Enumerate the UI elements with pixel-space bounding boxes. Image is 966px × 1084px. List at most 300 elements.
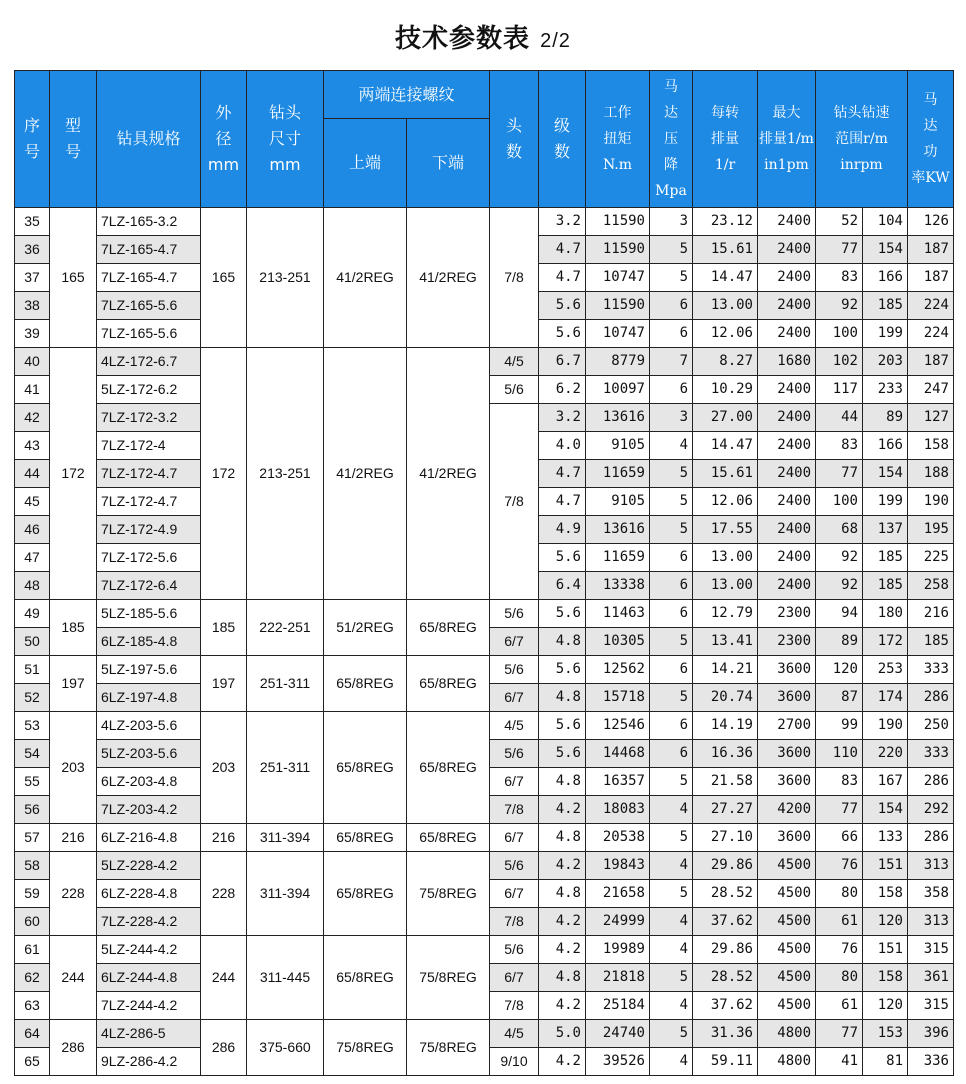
upper-thread-cell: 65/8REG (324, 936, 407, 1020)
model-cell: 165 (50, 208, 97, 348)
displacement-cell: 27.27 (693, 796, 758, 824)
speed-min-cell: 77 (816, 1020, 863, 1048)
power-cell: 126 (908, 208, 954, 236)
spec-cell: 7LZ-172-3.2 (97, 404, 201, 432)
row-number: 51 (15, 656, 50, 684)
speed-max-cell: 253 (863, 656, 908, 684)
speed-max-cell: 166 (863, 264, 908, 292)
header-pressure-drop: 马 达 压 降Mpa (650, 71, 693, 208)
lobes-cell: 6/7 (490, 964, 539, 992)
displacement-cell: 17.55 (693, 516, 758, 544)
max-flow-cell: 2400 (758, 404, 816, 432)
bit-size-cell: 222-251 (247, 600, 324, 656)
power-cell: 250 (908, 712, 954, 740)
power-cell: 188 (908, 460, 954, 488)
stages-cell: 4.7 (539, 488, 586, 516)
power-cell: 127 (908, 404, 954, 432)
displacement-cell: 12.06 (693, 320, 758, 348)
displacement-cell: 28.52 (693, 880, 758, 908)
stages-cell: 5.6 (539, 544, 586, 572)
speed-min-cell: 120 (816, 656, 863, 684)
max-flow-cell: 2400 (758, 488, 816, 516)
header-spec: 钻具规格 (97, 71, 201, 208)
torque-cell: 13616 (586, 404, 650, 432)
pressure-drop-cell: 5 (650, 1020, 693, 1048)
speed-min-cell: 117 (816, 376, 863, 404)
row-number: 63 (15, 992, 50, 1020)
pressure-drop-cell: 6 (650, 740, 693, 768)
max-flow-cell: 2400 (758, 292, 816, 320)
row-number: 60 (15, 908, 50, 936)
speed-min-cell: 92 (816, 292, 863, 320)
spec-cell: 7LZ-165-3.2 (97, 208, 201, 236)
power-cell: 292 (908, 796, 954, 824)
table-row (15, 1020, 954, 1048)
speed-max-cell: 133 (863, 824, 908, 852)
stages-cell: 4.7 (539, 264, 586, 292)
displacement-cell: 13.41 (693, 628, 758, 656)
header-torque: 工作 扭矩 N.m (586, 71, 650, 208)
displacement-cell: 59.11 (693, 1048, 758, 1076)
lobes-cell: 6/7 (490, 628, 539, 656)
displacement-cell: 37.62 (693, 992, 758, 1020)
pressure-drop-cell: 3 (650, 208, 693, 236)
table-row (15, 208, 954, 236)
spec-cell: 6LZ-244-4.8 (97, 964, 201, 992)
table-row (15, 600, 954, 628)
lobes-cell: 4/5 (490, 1020, 539, 1048)
max-flow-cell: 2400 (758, 460, 816, 488)
stages-cell: 6.2 (539, 376, 586, 404)
pressure-drop-cell: 6 (650, 600, 693, 628)
lobes-cell: 7/8 (490, 992, 539, 1020)
displacement-cell: 12.79 (693, 600, 758, 628)
od-cell: 216 (201, 824, 247, 852)
max-flow-cell: 2400 (758, 208, 816, 236)
table-row (15, 936, 954, 964)
power-cell: 396 (908, 1020, 954, 1048)
pressure-drop-cell: 4 (650, 908, 693, 936)
lobes-cell: 7/8 (490, 404, 539, 600)
stages-cell: 4.8 (539, 964, 586, 992)
speed-max-cell: 89 (863, 404, 908, 432)
max-flow-cell: 2400 (758, 516, 816, 544)
model-cell: 197 (50, 656, 97, 712)
header-thread: 两端连接螺纹 (324, 71, 490, 119)
lower-thread-cell: 75/8REG (407, 1020, 490, 1076)
torque-cell: 19989 (586, 936, 650, 964)
spec-cell: 4LZ-203-5.6 (97, 712, 201, 740)
power-cell: 224 (908, 320, 954, 348)
pressure-drop-cell: 6 (650, 712, 693, 740)
stages-cell: 4.2 (539, 936, 586, 964)
stages-cell: 4.7 (539, 236, 586, 264)
power-cell: 286 (908, 684, 954, 712)
max-flow-cell: 4800 (758, 1048, 816, 1076)
bit-size-cell: 311-445 (247, 936, 324, 1020)
row-number: 65 (15, 1048, 50, 1076)
spec-cell: 7LZ-244-4.2 (97, 992, 201, 1020)
max-flow-cell: 4500 (758, 880, 816, 908)
bit-size-cell: 311-394 (247, 824, 324, 852)
speed-max-cell: 137 (863, 516, 908, 544)
displacement-cell: 16.36 (693, 740, 758, 768)
power-cell: 225 (908, 544, 954, 572)
power-cell: 313 (908, 852, 954, 880)
row-number: 59 (15, 880, 50, 908)
torque-cell: 10747 (586, 320, 650, 348)
speed-max-cell: 190 (863, 712, 908, 740)
speed-max-cell: 120 (863, 992, 908, 1020)
header-upper: 上端 (324, 119, 407, 208)
header-bit: 钻头 尺寸 mm (247, 71, 324, 208)
spec-cell: 5LZ-203-5.6 (97, 740, 201, 768)
pressure-drop-cell: 5 (650, 824, 693, 852)
stages-cell: 5.6 (539, 292, 586, 320)
displacement-cell: 27.00 (693, 404, 758, 432)
torque-cell: 11590 (586, 208, 650, 236)
torque-cell: 13616 (586, 516, 650, 544)
pressure-drop-cell: 7 (650, 348, 693, 376)
power-cell: 247 (908, 376, 954, 404)
pressure-drop-cell: 4 (650, 936, 693, 964)
row-number: 37 (15, 264, 50, 292)
model-cell: 228 (50, 852, 97, 936)
speed-max-cell: 154 (863, 236, 908, 264)
lower-thread-cell: 65/8REG (407, 712, 490, 824)
speed-min-cell: 94 (816, 600, 863, 628)
row-number: 55 (15, 768, 50, 796)
pressure-drop-cell: 4 (650, 852, 693, 880)
speed-max-cell: 203 (863, 348, 908, 376)
speed-max-cell: 158 (863, 964, 908, 992)
spec-cell: 7LZ-172-6.4 (97, 572, 201, 600)
torque-cell: 13338 (586, 572, 650, 600)
bit-size-cell: 213-251 (247, 208, 324, 348)
torque-cell: 10097 (586, 376, 650, 404)
spec-cell: 7LZ-172-5.6 (97, 544, 201, 572)
torque-cell: 21658 (586, 880, 650, 908)
max-flow-cell: 2300 (758, 600, 816, 628)
max-flow-cell: 4500 (758, 852, 816, 880)
header-lobes: 头 数 (490, 71, 539, 208)
spec-cell: 7LZ-165-5.6 (97, 320, 201, 348)
stages-cell: 5.6 (539, 712, 586, 740)
bit-size-cell: 251-311 (247, 712, 324, 824)
stages-cell: 4.2 (539, 992, 586, 1020)
max-flow-cell: 4500 (758, 964, 816, 992)
speed-min-cell: 110 (816, 740, 863, 768)
pressure-drop-cell: 5 (650, 964, 693, 992)
row-number: 48 (15, 572, 50, 600)
spec-cell: 6LZ-197-4.8 (97, 684, 201, 712)
power-cell: 216 (908, 600, 954, 628)
torque-cell: 14468 (586, 740, 650, 768)
displacement-cell: 13.00 (693, 572, 758, 600)
speed-max-cell: 185 (863, 572, 908, 600)
speed-max-cell: 153 (863, 1020, 908, 1048)
row-number: 58 (15, 852, 50, 880)
pressure-drop-cell: 6 (650, 376, 693, 404)
max-flow-cell: 4200 (758, 796, 816, 824)
speed-min-cell: 77 (816, 796, 863, 824)
spec-cell: 4LZ-172-6.7 (97, 348, 201, 376)
spec-table (14, 70, 954, 1076)
lower-thread-cell: 75/8REG (407, 936, 490, 1020)
row-number: 47 (15, 544, 50, 572)
speed-min-cell: 100 (816, 320, 863, 348)
lower-thread-cell: 65/8REG (407, 656, 490, 712)
speed-min-cell: 99 (816, 712, 863, 740)
stages-cell: 6.4 (539, 572, 586, 600)
header-speed-range: 钻头钻速 范围r/m inrpm (816, 71, 908, 208)
spec-cell: 5LZ-185-5.6 (97, 600, 201, 628)
lobes-cell: 7/8 (490, 208, 539, 348)
pressure-drop-cell: 6 (650, 544, 693, 572)
spec-cell: 5LZ-197-5.6 (97, 656, 201, 684)
bit-size-cell: 251-311 (247, 656, 324, 712)
spec-cell: 7LZ-165-4.7 (97, 264, 201, 292)
torque-cell: 11590 (586, 236, 650, 264)
displacement-cell: 8.27 (693, 348, 758, 376)
row-number: 49 (15, 600, 50, 628)
torque-cell: 39526 (586, 1048, 650, 1076)
power-cell: 333 (908, 656, 954, 684)
displacement-cell: 21.58 (693, 768, 758, 796)
speed-max-cell: 180 (863, 600, 908, 628)
torque-cell: 25184 (586, 992, 650, 1020)
speed-min-cell: 77 (816, 236, 863, 264)
row-number: 45 (15, 488, 50, 516)
lobes-cell: 6/7 (490, 768, 539, 796)
stages-cell: 4.8 (539, 684, 586, 712)
displacement-cell: 14.19 (693, 712, 758, 740)
pressure-drop-cell: 6 (650, 292, 693, 320)
stages-cell: 4.2 (539, 908, 586, 936)
speed-min-cell: 89 (816, 628, 863, 656)
torque-cell: 9105 (586, 432, 650, 460)
displacement-cell: 20.74 (693, 684, 758, 712)
od-cell: 286 (201, 1020, 247, 1076)
max-flow-cell: 3600 (758, 740, 816, 768)
bit-size-cell: 213-251 (247, 348, 324, 600)
power-cell: 313 (908, 908, 954, 936)
row-number: 39 (15, 320, 50, 348)
spec-cell: 7LZ-203-4.2 (97, 796, 201, 824)
speed-max-cell: 151 (863, 936, 908, 964)
pressure-drop-cell: 6 (650, 572, 693, 600)
spec-cell: 5LZ-228-4.2 (97, 852, 201, 880)
model-cell: 286 (50, 1020, 97, 1076)
displacement-cell: 10.29 (693, 376, 758, 404)
speed-max-cell: 185 (863, 544, 908, 572)
model-cell: 172 (50, 348, 97, 600)
header-lower: 下端 (407, 119, 490, 208)
upper-thread-cell: 65/8REG (324, 824, 407, 852)
speed-max-cell: 158 (863, 880, 908, 908)
power-cell: 187 (908, 348, 954, 376)
od-cell: 244 (201, 936, 247, 1020)
spec-cell: 6LZ-185-4.8 (97, 628, 201, 656)
row-number: 42 (15, 404, 50, 432)
max-flow-cell: 3600 (758, 684, 816, 712)
lobes-cell: 6/7 (490, 880, 539, 908)
speed-max-cell: 120 (863, 908, 908, 936)
max-flow-cell: 3600 (758, 768, 816, 796)
upper-thread-cell: 75/8REG (324, 1020, 407, 1076)
power-cell: 158 (908, 432, 954, 460)
max-flow-cell: 2400 (758, 264, 816, 292)
row-number: 64 (15, 1020, 50, 1048)
model-cell: 216 (50, 824, 97, 852)
table-row (15, 852, 954, 880)
pressure-drop-cell: 6 (650, 656, 693, 684)
upper-thread-cell: 51/2REG (324, 600, 407, 656)
row-number: 44 (15, 460, 50, 488)
torque-cell: 11659 (586, 460, 650, 488)
stages-cell: 5.6 (539, 320, 586, 348)
max-flow-cell: 4500 (758, 992, 816, 1020)
pressure-drop-cell: 5 (650, 768, 693, 796)
speed-min-cell: 41 (816, 1048, 863, 1076)
spec-cell: 5LZ-172-6.2 (97, 376, 201, 404)
row-number: 57 (15, 824, 50, 852)
pressure-drop-cell: 4 (650, 432, 693, 460)
table-body (15, 208, 954, 1076)
row-number: 56 (15, 796, 50, 824)
speed-max-cell: 151 (863, 852, 908, 880)
max-flow-cell: 4800 (758, 1020, 816, 1048)
row-number: 61 (15, 936, 50, 964)
speed-max-cell: 166 (863, 432, 908, 460)
pressure-drop-cell: 6 (650, 320, 693, 348)
row-number: 35 (15, 208, 50, 236)
spec-cell: 6LZ-228-4.8 (97, 880, 201, 908)
spec-cell: 6LZ-216-4.8 (97, 824, 201, 852)
torque-cell: 11590 (586, 292, 650, 320)
power-cell: 190 (908, 488, 954, 516)
lobes-cell: 5/6 (490, 740, 539, 768)
stages-cell: 4.8 (539, 628, 586, 656)
pressure-drop-cell: 5 (650, 516, 693, 544)
speed-min-cell: 61 (816, 992, 863, 1020)
speed-max-cell: 81 (863, 1048, 908, 1076)
max-flow-cell: 2400 (758, 376, 816, 404)
bit-size-cell: 311-394 (247, 852, 324, 936)
max-flow-cell: 2400 (758, 320, 816, 348)
torque-cell: 24999 (586, 908, 650, 936)
displacement-cell: 14.47 (693, 264, 758, 292)
lobes-cell: 5/6 (490, 936, 539, 964)
stages-cell: 3.2 (539, 404, 586, 432)
spec-cell: 7LZ-172-4.9 (97, 516, 201, 544)
header-stages: 级 数 (539, 71, 586, 208)
row-number: 53 (15, 712, 50, 740)
lower-thread-cell: 41/2REG (407, 208, 490, 348)
speed-min-cell: 80 (816, 880, 863, 908)
stages-cell: 5.6 (539, 656, 586, 684)
lobes-cell: 6/7 (490, 684, 539, 712)
torque-cell: 10747 (586, 264, 650, 292)
max-flow-cell: 1680 (758, 348, 816, 376)
power-cell: 185 (908, 628, 954, 656)
pressure-drop-cell: 5 (650, 880, 693, 908)
power-cell: 286 (908, 824, 954, 852)
torque-cell: 20538 (586, 824, 650, 852)
torque-cell: 11463 (586, 600, 650, 628)
lower-thread-cell: 65/8REG (407, 824, 490, 852)
lobes-cell: 5/6 (490, 376, 539, 404)
row-number: 54 (15, 740, 50, 768)
upper-thread-cell: 65/8REG (324, 656, 407, 712)
od-cell: 172 (201, 348, 247, 600)
lobes-cell: 7/8 (490, 908, 539, 936)
pressure-drop-cell: 5 (650, 460, 693, 488)
speed-min-cell: 87 (816, 684, 863, 712)
speed-max-cell: 167 (863, 768, 908, 796)
speed-max-cell: 233 (863, 376, 908, 404)
stages-cell: 6.7 (539, 348, 586, 376)
spec-cell: 7LZ-172-4.7 (97, 460, 201, 488)
row-number: 40 (15, 348, 50, 376)
speed-min-cell: 68 (816, 516, 863, 544)
stages-cell: 5.6 (539, 740, 586, 768)
pressure-drop-cell: 5 (650, 236, 693, 264)
model-cell: 203 (50, 712, 97, 824)
header-displacement: 每转 排量 1/r (693, 71, 758, 208)
stages-cell: 4.9 (539, 516, 586, 544)
power-cell: 336 (908, 1048, 954, 1076)
lobes-cell: 5/6 (490, 852, 539, 880)
torque-cell: 10305 (586, 628, 650, 656)
speed-max-cell: 154 (863, 796, 908, 824)
lower-thread-cell: 41/2REG (407, 348, 490, 600)
upper-thread-cell: 65/8REG (324, 712, 407, 824)
header-power: 马 达 功 率KW (908, 71, 954, 208)
torque-cell: 19843 (586, 852, 650, 880)
speed-min-cell: 80 (816, 964, 863, 992)
row-number: 52 (15, 684, 50, 712)
lobes-cell: 6/7 (490, 824, 539, 852)
displacement-cell: 28.52 (693, 964, 758, 992)
power-cell: 258 (908, 572, 954, 600)
stages-cell: 4.7 (539, 460, 586, 488)
title-page-number: 2/2 (540, 30, 571, 52)
spec-cell: 6LZ-203-4.8 (97, 768, 201, 796)
spec-cell: 7LZ-172-4.7 (97, 488, 201, 516)
torque-cell: 9105 (586, 488, 650, 516)
displacement-cell: 13.00 (693, 544, 758, 572)
pressure-drop-cell: 5 (650, 684, 693, 712)
torque-cell: 11659 (586, 544, 650, 572)
title-main: 技术参数表 (395, 24, 531, 54)
spec-cell: 7LZ-228-4.2 (97, 908, 201, 936)
od-cell: 203 (201, 712, 247, 824)
row-number: 43 (15, 432, 50, 460)
power-cell: 315 (908, 936, 954, 964)
speed-min-cell: 102 (816, 348, 863, 376)
speed-min-cell: 52 (816, 208, 863, 236)
stages-cell: 5.6 (539, 600, 586, 628)
max-flow-cell: 2700 (758, 712, 816, 740)
table-row (15, 348, 954, 376)
speed-min-cell: 83 (816, 264, 863, 292)
stages-cell: 4.2 (539, 796, 586, 824)
torque-cell: 21818 (586, 964, 650, 992)
torque-cell: 15718 (586, 684, 650, 712)
max-flow-cell: 4500 (758, 936, 816, 964)
pressure-drop-cell: 5 (650, 628, 693, 656)
